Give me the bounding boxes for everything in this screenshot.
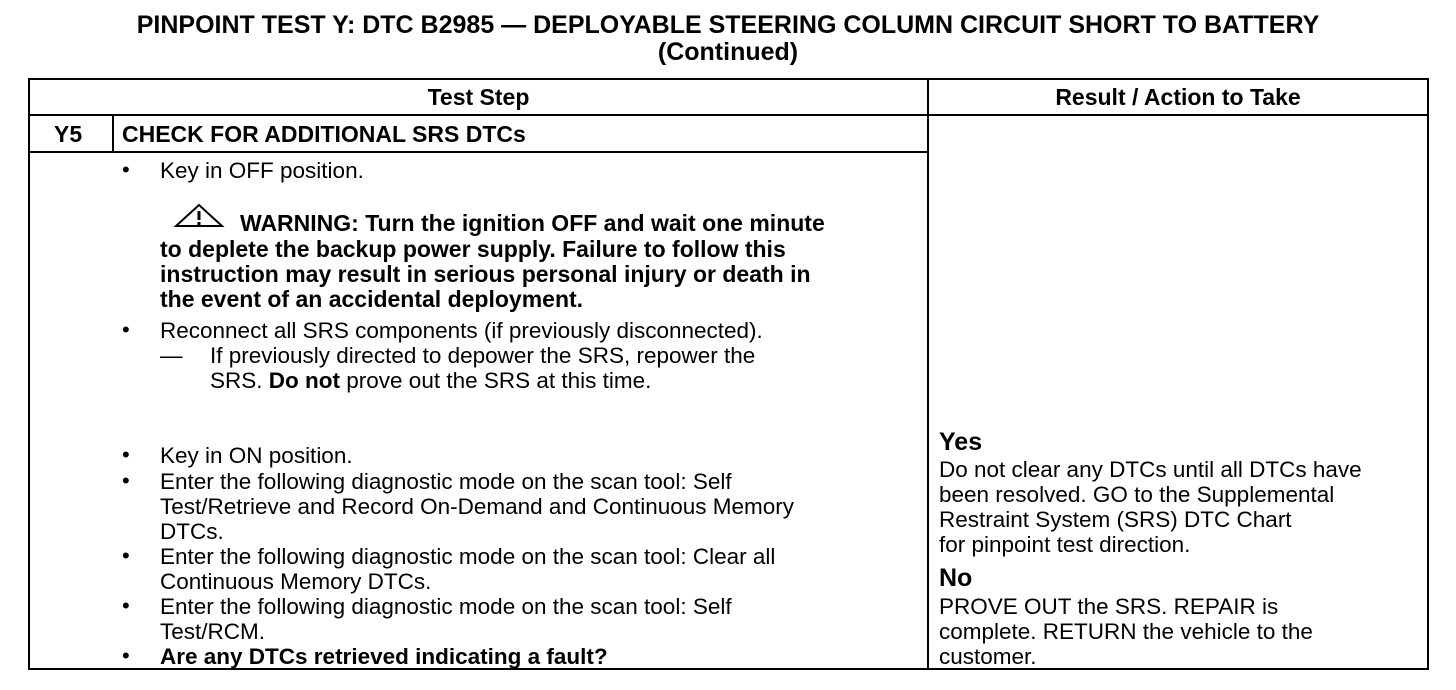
- bullet: •: [122, 442, 130, 467]
- step-item-clear-line-2: Continuous Memory DTCs.: [160, 569, 432, 594]
- do-not-emphasis: Do not: [268, 368, 341, 393]
- result-yes-line-1: Do not clear any DTCs until all DTCs have: [939, 457, 1362, 482]
- result-yes-label: Yes: [939, 428, 983, 456]
- result-no-line-2: complete. RETURN the vehicle to the: [939, 619, 1313, 644]
- bullet: •: [122, 468, 130, 493]
- step-number: Y5: [54, 121, 83, 147]
- warning-triangle-icon: [173, 202, 225, 228]
- column-divider: [927, 80, 929, 668]
- bullet: •: [122, 543, 130, 568]
- warning-line-2: to deplete the backup power supply. Failure to follow this: [160, 236, 786, 262]
- sub-item-text: SRS.: [210, 368, 269, 393]
- pinpoint-test-table: [28, 78, 1429, 670]
- header-test-step: Test Step: [427, 84, 530, 110]
- page-title: [0, 12, 1456, 66]
- sub-item-line-1: If previously directed to depower the SRS, repower the: [210, 343, 756, 368]
- warning-line-1: WARNING: Turn the ignition OFF and wait one minute: [240, 210, 825, 236]
- step-item-self-test-line-3: DTCs.: [160, 519, 224, 544]
- title-line-2: (Continued): [657, 38, 799, 66]
- bullet: •: [122, 643, 130, 668]
- step-item-rcm-line-1: Enter the following diagnostic mode on the scan tool: Self: [160, 594, 732, 619]
- bullet: •: [122, 157, 130, 182]
- result-no-line-3: customer.: [939, 644, 1037, 669]
- result-no-label: No: [939, 564, 973, 592]
- step-number-divider: [112, 116, 114, 153]
- step-item-rcm-line-2: Test/RCM.: [160, 619, 266, 644]
- dash: —: [160, 343, 183, 368]
- title-line-1: PINPOINT TEST Y: DTC B2985 — DEPLOYABLE STEERING COLUMN CIRCUIT SHORT TO BATTERY: [136, 11, 1320, 39]
- result-yes-line-3: Restraint System (SRS) DTC Chart: [939, 507, 1292, 532]
- result-yes-line-2: been resolved. GO to the Supplemental: [939, 482, 1335, 507]
- step-title: CHECK FOR ADDITIONAL SRS DTCs: [122, 121, 526, 147]
- step-item-key-off: Key in OFF position.: [160, 158, 364, 183]
- step-item-reconnect: Reconnect all SRS components (if previously disconnected).: [160, 318, 763, 343]
- result-no-line-1: PROVE OUT the SRS. REPAIR is: [939, 594, 1279, 619]
- sub-item-line-2: [210, 368, 651, 393]
- result-yes-line-4: for pinpoint test direction.: [939, 532, 1191, 557]
- header-result-action: Result / Action to Take: [1055, 84, 1301, 110]
- warning-line-4: the event of an accidental deployment.: [160, 286, 584, 312]
- step-item-question: Are any DTCs retrieved indicating a fault?: [160, 644, 608, 669]
- warning-line-3: instruction may result in serious personal injury or death in: [160, 261, 811, 287]
- step-item-clear-line-1: Enter the following diagnostic mode on the scan tool: Clear all: [160, 544, 776, 569]
- step-item-self-test-line-2: Test/Retrieve and Record On-Demand and Continuous Memory: [160, 494, 795, 519]
- bullet: •: [122, 593, 130, 618]
- step-item-self-test-line-1: Enter the following diagnostic mode on the scan tool: Self: [160, 469, 732, 494]
- step-item-key-on: Key in ON position.: [160, 443, 353, 468]
- step-title-divider: [30, 151, 927, 153]
- bullet: •: [122, 317, 130, 342]
- header-divider: [30, 114, 1427, 116]
- sub-item-text: prove out the SRS at this time.: [340, 368, 652, 393]
